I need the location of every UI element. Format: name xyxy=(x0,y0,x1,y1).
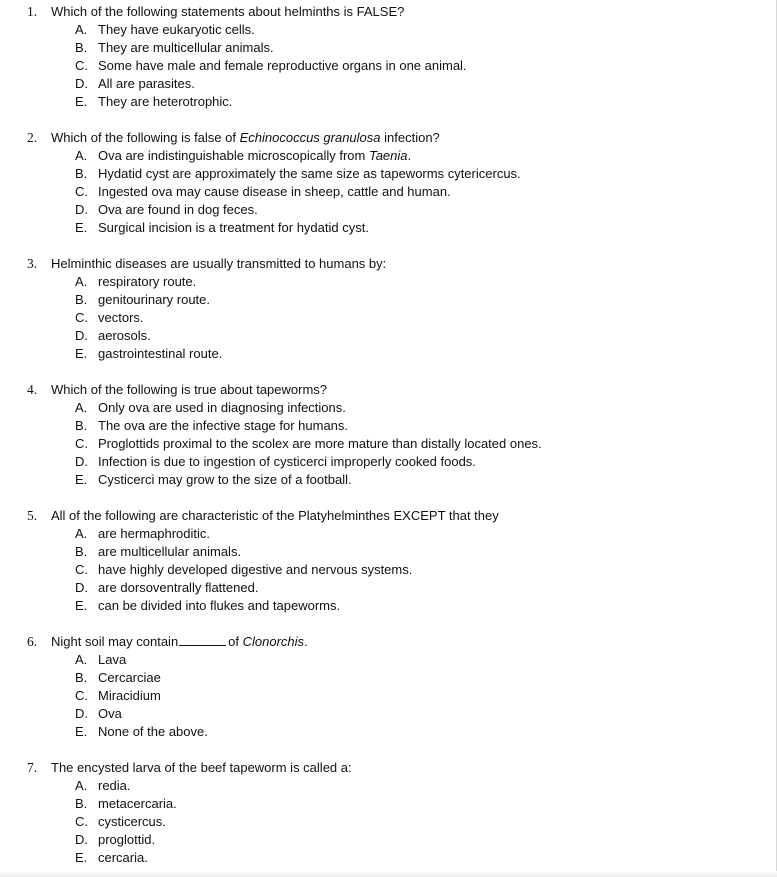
question-text-mid: of xyxy=(228,634,243,649)
option-letter: B. xyxy=(75,544,88,559)
question-number: 5. xyxy=(27,508,38,523)
option-e xyxy=(0,471,776,489)
option-text: genitourinary route. xyxy=(98,292,211,307)
option-c xyxy=(0,57,776,75)
question-text: Helminthic diseases are usually transmitted to humans by: xyxy=(51,256,387,271)
option-letter: B. xyxy=(75,166,88,181)
option-letter: E. xyxy=(75,346,88,361)
option-b xyxy=(0,795,776,813)
option-letter: E. xyxy=(75,472,88,487)
option-text: redia. xyxy=(98,778,131,793)
option-letter: D. xyxy=(75,832,88,847)
option-a xyxy=(0,147,776,165)
option-text: Miracidium xyxy=(98,688,161,703)
option-text: gastrointestinal route. xyxy=(98,346,223,361)
option-b xyxy=(0,291,776,309)
option-letter: E. xyxy=(75,598,88,613)
option-a xyxy=(0,651,776,669)
option-c xyxy=(0,435,776,453)
option-letter: B. xyxy=(75,292,88,307)
option-text: proglottid. xyxy=(98,832,156,847)
option-letter: D. xyxy=(75,454,88,469)
option-c xyxy=(0,183,776,201)
option-text: Surgical incision is a treatment for hydatid cyst. xyxy=(98,220,369,235)
option-d xyxy=(0,453,776,471)
question-text: Which of the following statements about helminths is FALSE? xyxy=(51,4,405,19)
option-b xyxy=(0,417,776,435)
option-letter: C. xyxy=(75,184,88,199)
genus-name: Clonorchis xyxy=(242,634,305,649)
option-text: Cercarciae xyxy=(98,670,161,685)
question-1 xyxy=(0,3,776,111)
option-a xyxy=(0,21,776,39)
option-text: are multicellular animals. xyxy=(98,544,242,559)
option-letter: C. xyxy=(75,436,88,451)
question-text-after: . xyxy=(304,634,308,649)
option-letter: D. xyxy=(75,328,88,343)
option-c xyxy=(0,813,776,831)
option-letter: D. xyxy=(75,580,88,595)
option-c xyxy=(0,687,776,705)
option-letter: B. xyxy=(75,670,88,685)
question-number: 1. xyxy=(27,4,38,19)
option-letter: C. xyxy=(75,688,88,703)
option-text: The ova are the infective stage for humans. xyxy=(98,418,349,433)
fill-in-blank xyxy=(179,634,226,646)
option-letter: A. xyxy=(75,148,88,163)
option-text: metacercaria. xyxy=(98,796,177,811)
option-letter: D. xyxy=(75,202,88,217)
question-1-line xyxy=(0,3,776,21)
question-number: 4. xyxy=(27,382,38,397)
option-letter: C. xyxy=(75,814,88,829)
option-letter: B. xyxy=(75,40,88,55)
question-text: The encysted larva of the beef tapeworm is called a: xyxy=(51,760,352,775)
question-2-line xyxy=(0,129,776,147)
option-letter: D. xyxy=(75,706,88,721)
question-text: All of the following are characteristic of the Platyhelminthes EXCEPT that they xyxy=(51,508,499,523)
option-b xyxy=(0,669,776,687)
option-e xyxy=(0,219,776,237)
option-text: have highly developed digestive and nervous systems. xyxy=(98,562,413,577)
question-text: Which of the following is true about tapeworms? xyxy=(51,382,328,397)
option-a xyxy=(0,777,776,795)
option-text: cysticercus. xyxy=(98,814,166,829)
option-a xyxy=(0,399,776,417)
question-text-before: Which of the following is false of xyxy=(51,130,240,145)
option-letter: A. xyxy=(75,778,88,793)
question-7-line xyxy=(0,759,776,777)
option-c xyxy=(0,561,776,579)
option-text: They are heterotrophic. xyxy=(98,94,233,109)
option-a xyxy=(0,525,776,543)
question-number: 2. xyxy=(27,130,38,145)
option-text: Only ova are used in diagnosing infections. xyxy=(98,400,346,415)
option-text: vectors. xyxy=(98,310,144,325)
option-e xyxy=(0,345,776,363)
genus-name: Taenia xyxy=(368,148,408,163)
option-text: Some have male and female reproductive organs in one animal. xyxy=(98,58,467,73)
option-letter: A. xyxy=(75,22,88,37)
option-text: are dorsoventrally flattened. xyxy=(98,580,259,595)
option-d xyxy=(0,75,776,93)
question-6-line xyxy=(0,633,776,651)
option-text: Infection is due to ingestion of cysticerci improperly cooked foods. xyxy=(98,454,476,469)
option-text: None of the above. xyxy=(98,724,208,739)
option-text: Lava xyxy=(98,652,127,667)
species-name: Echinococcus granulosa xyxy=(239,130,381,145)
option-text: Ova are found in dog feces. xyxy=(98,202,258,217)
option-letter: C. xyxy=(75,310,88,325)
question-text xyxy=(51,129,440,147)
option-letter: A. xyxy=(75,652,88,667)
option-d xyxy=(0,579,776,597)
option-text: Proglottids proximal to the scolex are more mature than distally located ones. xyxy=(98,436,542,451)
question-number: 6. xyxy=(27,634,38,649)
option-text xyxy=(98,147,411,165)
option-e xyxy=(0,849,776,867)
option-text: They have eukaryotic cells. xyxy=(98,22,255,37)
question-3-line xyxy=(0,255,776,273)
option-letter: C. xyxy=(75,562,88,577)
question-7 xyxy=(0,759,776,867)
option-text: can be divided into flukes and tapeworms. xyxy=(98,598,341,613)
question-2 xyxy=(0,129,776,237)
option-letter: E. xyxy=(75,220,88,235)
question-5 xyxy=(0,507,776,615)
option-d xyxy=(0,831,776,849)
question-number: 3. xyxy=(27,256,38,271)
option-text-after: . xyxy=(407,148,412,163)
option-c xyxy=(0,309,776,327)
option-text: aerosols. xyxy=(98,328,151,343)
option-letter: E. xyxy=(75,850,88,865)
option-a xyxy=(0,273,776,291)
option-letter: A. xyxy=(75,274,88,289)
option-letter: B. xyxy=(75,418,88,433)
option-text-before: Ova are indistinguishable microscopically from xyxy=(98,148,369,163)
option-letter: E. xyxy=(75,94,88,109)
option-text: respiratory route. xyxy=(98,274,197,289)
question-4 xyxy=(0,381,776,489)
option-letter: A. xyxy=(75,400,88,415)
option-letter: C. xyxy=(75,58,88,73)
option-text: Ova xyxy=(98,706,122,721)
option-e xyxy=(0,723,776,741)
option-d xyxy=(0,327,776,345)
question-5-line xyxy=(0,507,776,525)
question-3 xyxy=(0,255,776,363)
option-d xyxy=(0,201,776,219)
option-b xyxy=(0,39,776,57)
option-e xyxy=(0,93,776,111)
option-b xyxy=(0,543,776,561)
option-text: Cysticerci may grow to the size of a football. xyxy=(98,472,352,487)
option-b xyxy=(0,165,776,183)
option-letter: E. xyxy=(75,724,88,739)
option-letter: A. xyxy=(75,526,88,541)
question-text xyxy=(51,633,308,651)
option-letter: D. xyxy=(75,76,88,91)
option-text: are hermaphroditic. xyxy=(98,526,210,541)
option-text: Ingested ova may cause disease in sheep, cattle and human. xyxy=(98,184,451,199)
question-number: 7. xyxy=(27,760,38,775)
question-text-before: Night soil may contain xyxy=(51,634,179,649)
question-4-line xyxy=(0,381,776,399)
option-text: Hydatid cyst are approximately the same size as tapeworms cytericercus. xyxy=(98,166,521,181)
option-d xyxy=(0,705,776,723)
option-text: All are parasites. xyxy=(98,76,195,91)
page-bottom-edge xyxy=(0,871,777,877)
option-e xyxy=(0,597,776,615)
question-6 xyxy=(0,633,776,741)
option-text: cercaria. xyxy=(98,850,148,865)
question-text-after: infection? xyxy=(380,130,440,145)
option-text: They are multicellular animals. xyxy=(98,40,274,55)
option-letter: B. xyxy=(75,796,88,811)
